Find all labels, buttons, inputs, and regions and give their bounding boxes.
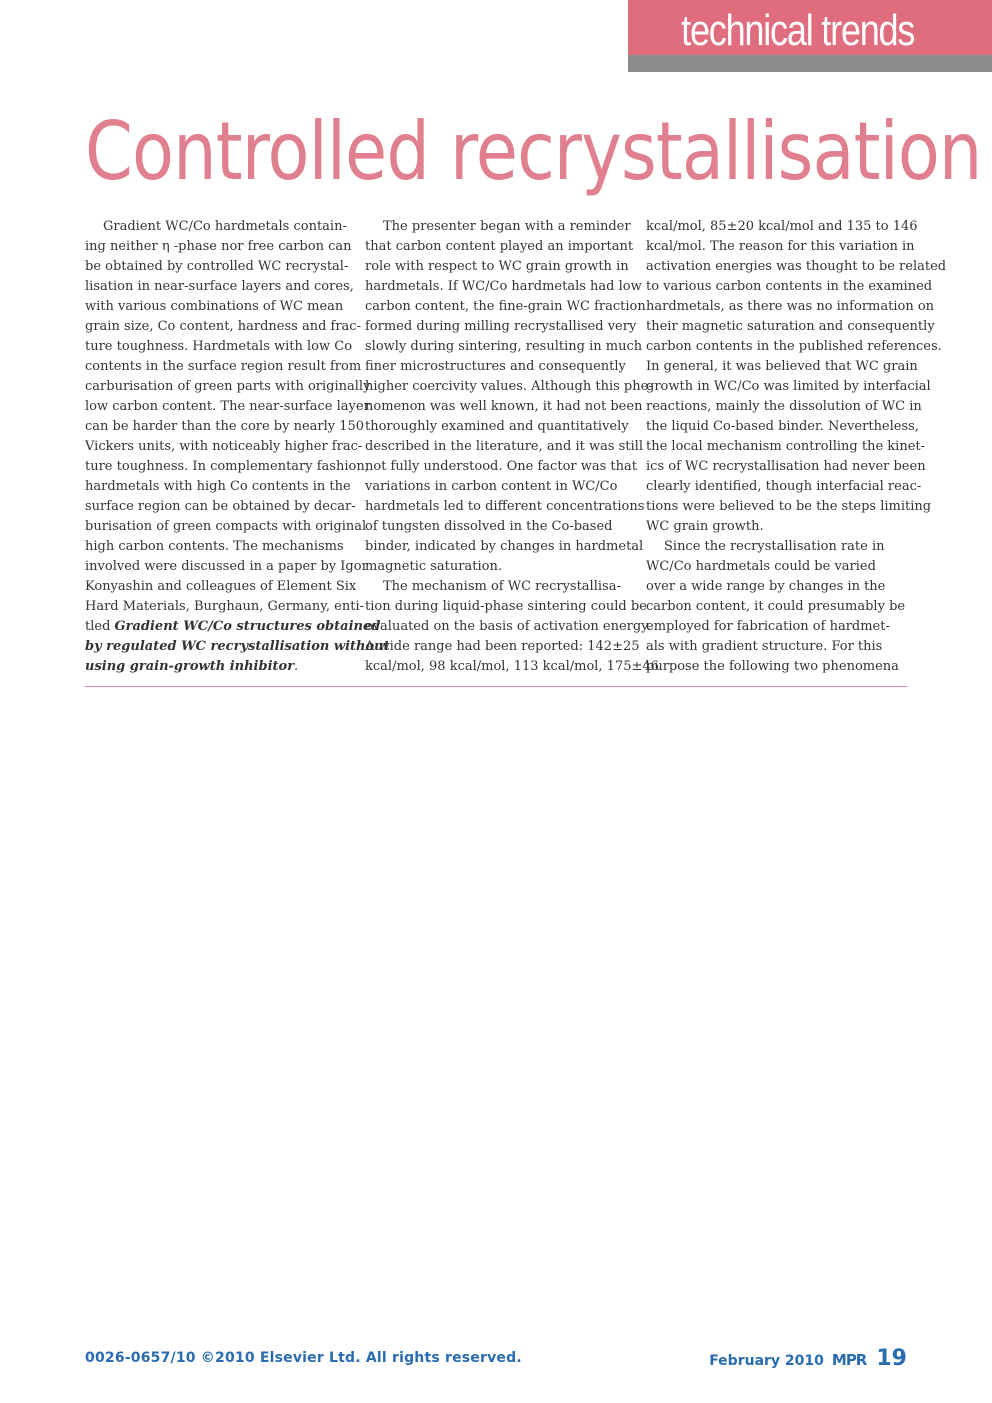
text-line: Gradient WC/Co hardmetals contain-: [103, 219, 347, 234]
text-line: In general, it was believed that WC grain: [646, 359, 918, 374]
text-line: hardmetals led to different concentrations: [365, 499, 645, 514]
text-line: using grain-growth inhibitor.: [85, 659, 299, 674]
text-line: that carbon content played an important: [365, 239, 634, 254]
mpr-logo: MPR: [831, 1351, 867, 1369]
text-line: can be harder than the core by nearly 150: [85, 419, 365, 434]
text-line: slowly during sintering, resulting in much: [365, 339, 643, 354]
text-line: Hard Materials, Burghaun, Germany, enti-: [85, 599, 365, 614]
text-line: The presenter began with a reminder: [383, 219, 631, 234]
text-line: carbon content, the fine-grain WC fraction: [365, 299, 646, 314]
column-1: [85, 217, 390, 677]
text-line: binder, indicated by changes in hardmetal: [365, 539, 644, 554]
footer-info: [709, 1346, 907, 1371]
text-line: hardmetals, as there was no information on: [646, 299, 935, 314]
col2-paragraph-2: [365, 577, 659, 677]
text-line: evaluated on the basis of activation energy.: [365, 619, 651, 634]
text-line: Vickers units, with noticeably higher frac-: [85, 439, 363, 454]
text-line: not fully understood. One factor was that: [365, 459, 637, 474]
text-line: kcal/mol, 98 kcal/mol, 113 kcal/mol, 175±46: [365, 659, 659, 674]
text-line: growth in WC/Co was limited by interfacial: [646, 379, 931, 394]
paper-title-part: using grain-growth inhibitor: [85, 659, 295, 674]
text-line: of tungsten dissolved in the Co-based: [365, 519, 613, 534]
text-line: WC grain growth.: [646, 519, 764, 534]
text-line: role with respect to WC grain growth in: [365, 259, 629, 274]
text-line: involved were discussed in a paper by Igor: [85, 559, 368, 574]
text-line: ics of WC recrystallisation had never been: [646, 459, 926, 474]
col3-paragraph-1: [646, 217, 947, 537]
text-line: higher coercivity values. Although this phe-: [365, 379, 653, 394]
text-line: described in the literature, and it was still: [365, 439, 644, 454]
text-line: over a wide range by changes in the: [646, 579, 886, 594]
article-end-rule: [85, 686, 907, 687]
text-line: activation energies was thought to be related: [646, 259, 947, 274]
text-line: ing neither η -phase nor free carbon can: [85, 239, 352, 254]
text-line: grain size, Co content, hardness and frac-: [85, 319, 361, 334]
text-line: to various carbon contents in the examined: [646, 279, 933, 294]
text-line: als with gradient structure. For this: [646, 639, 883, 654]
text-line: thoroughly examined and quantitatively: [365, 419, 629, 434]
footer-date: February 2010: [709, 1353, 824, 1369]
text-line: purpose the following two phenomena: [646, 659, 899, 674]
text-line: employed for fabrication of hardmet-: [646, 619, 890, 634]
text-line: formed during milling recrystallised very: [365, 319, 637, 334]
text-line: WC/Co hardmetals could be varied: [646, 559, 876, 574]
column-2: [365, 217, 659, 677]
col2-paragraph-1: [365, 217, 653, 577]
page-number: 19: [876, 1346, 907, 1371]
section-banner: [628, 0, 992, 72]
footer-copyright: 0026-0657/10 ©2010 Elsevier Ltd. All rights reserved.: [85, 1350, 522, 1366]
column-3: [646, 217, 947, 677]
text-line: The mechanism of WC recrystallisa-: [383, 579, 621, 594]
text-line: carbon content, it could presumably be: [646, 599, 906, 614]
text-line: ture toughness. Hardmetals with low Co: [85, 339, 353, 354]
text-line: magnetic saturation.: [365, 559, 502, 574]
text-line: hardmetals with high Co contents in the: [85, 479, 351, 494]
text-line: burisation of green compacts with original: [85, 519, 367, 534]
text-line: Konyashin and colleagues of Element Six: [85, 579, 357, 594]
text-line: finer microstructures and consequently: [365, 359, 626, 374]
text-line: low carbon content. The near-surface layer: [85, 399, 370, 414]
article-title: Controlled recrystallisation: [85, 105, 982, 198]
text-line: clearly identified, though interfacial reac-: [646, 479, 922, 494]
text-line: tled Gradient WC/Co structures obtained: [85, 619, 381, 634]
text-line: the liquid Co-based binder. Nevertheless,: [646, 419, 919, 434]
text-line: surface region can be obtained by decar-: [85, 499, 356, 514]
text-line: nomenon was well known, it had not been: [365, 399, 643, 414]
text-line: hardmetals. If WC/Co hardmetals had low: [365, 279, 642, 294]
text-line: high carbon contents. The mechanisms: [85, 539, 344, 554]
banner-gray-bar: [628, 55, 992, 72]
text-line: their magnetic saturation and consequently: [646, 319, 935, 334]
text-line: ture toughness. In complementary fashion,: [85, 459, 369, 474]
text-line: kcal/mol. The reason for this variation in: [646, 239, 915, 254]
text-line: carburisation of green parts with originally: [85, 379, 371, 394]
text-line: variations in carbon content in WC/Co: [365, 479, 618, 494]
text-line: tions were believed to be the steps limiting: [646, 499, 932, 514]
col1-paragraph: [85, 217, 390, 677]
text-line: be obtained by controlled WC recrystal-: [85, 259, 349, 274]
paper-title-part: by regulated WC recrystallisation without: [85, 639, 390, 654]
col3-paragraph-2: [646, 537, 908, 677]
paper-title-part: Gradient WC/Co structures obtained: [114, 619, 381, 634]
text-line: the local mechanism controlling the kinet-: [646, 439, 925, 454]
text-line: tion during liquid-phase sintering could be: [365, 599, 647, 614]
text-line: lisation in near-surface layers and cores,: [85, 279, 354, 294]
text-line: with various combinations of WC mean: [85, 299, 344, 314]
text-line: A wide range had been reported: 142±25: [365, 639, 640, 654]
section-label: technical trends: [680, 6, 914, 55]
text-line: contents in the surface region result from: [85, 359, 362, 374]
text-line: kcal/mol, 85±20 kcal/mol and 135 to 146: [646, 219, 918, 234]
text-line: reactions, mainly the dissolution of WC in: [646, 399, 922, 414]
text-line: carbon contents in the published references.: [646, 339, 942, 354]
text-line: Since the recrystallisation rate in: [664, 539, 885, 554]
